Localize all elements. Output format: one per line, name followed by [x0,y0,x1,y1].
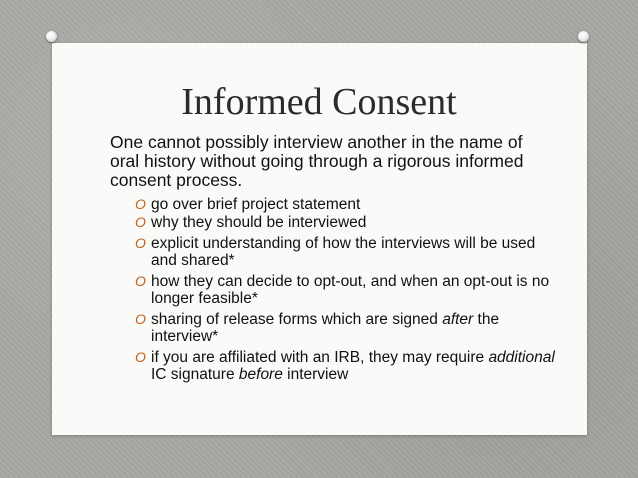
bullet-item [135,235,565,269]
bullet-marker-icon: O [135,214,146,230]
bullet-text: why they should be interviewed [151,214,367,231]
bullet-item [135,311,565,345]
bullet-marker-icon: O [135,311,146,327]
bullet-marker-icon: O [135,196,146,212]
bullet-item [135,273,565,307]
bullet-marker-icon: O [135,349,146,365]
bullet-text: go over brief project statement [151,196,361,213]
intro-paragraph: One cannot possibly interview another in the name of oral history without going through a rigorous informed consent process. [110,132,524,190]
bullet-text: explicit understanding of how the interviews will be used and shared* [151,235,536,269]
pin-top-right-icon [578,31,589,42]
bullet-item [135,349,565,383]
slide-title: Informed Consent [181,81,457,123]
bullet-marker-icon: O [135,235,146,251]
bullet-list [135,196,565,387]
bullet-marker-icon: O [135,273,146,289]
bullet-text: sharing of release forms which are signed after the interview* [151,311,500,345]
bullet-item [135,196,565,213]
bullet-text: if you are affiliated with an IRB, they may require additional IC signature before interview [151,349,555,383]
bullet-text: how they can decide to opt-out, and when an opt-out is no longer feasible* [151,273,550,307]
pin-top-left-icon [46,31,57,42]
bullet-item [135,214,565,231]
